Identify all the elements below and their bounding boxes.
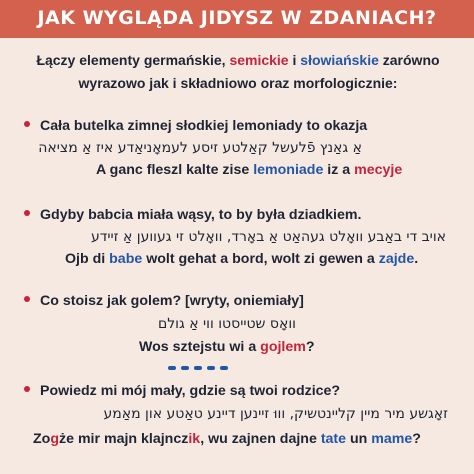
header-banner (0, 0, 474, 38)
intro-paragraph (18, 49, 458, 95)
translit-text: wolt gehat a bord, wolt zi gewen a (142, 251, 379, 267)
translit-highlight-red: mecyje (354, 162, 403, 178)
example-2-yiddish: אויב די באַבע וואָלט געהאַט אַ באָרד, וואָלט זי געווען אַ זיידע (91, 229, 446, 245)
example-1-polish-text: Cała butelka zimnej słodkiej lemoniady to okazja (40, 118, 368, 134)
translit-text: Ojb di (65, 251, 110, 267)
example-4-polish (24, 383, 340, 399)
bullet-icon (24, 386, 30, 392)
translit-text: Zo (33, 431, 51, 447)
bullet-icon (24, 296, 30, 302)
bullet-icon (24, 121, 30, 127)
example-2-polish (24, 207, 361, 223)
example-1-polish (24, 118, 367, 134)
intro-text-1: Łączy elementy germańskie, (36, 52, 230, 68)
intro-text-3: zarówno wyrazowo jak i składniowo oraz morfologicznie: (78, 52, 440, 91)
example-3-translit (139, 339, 315, 355)
translit-text: ? (305, 339, 315, 355)
translit-highlight-blue: zajde (378, 251, 415, 267)
translit-text: Wos sztejstu wi a (139, 339, 261, 355)
example-4-translit (33, 431, 421, 447)
translit-highlight-blue: tate (320, 431, 347, 447)
translit-text: . (414, 251, 419, 267)
translit-text: , wu zajnen dajne (200, 431, 321, 447)
translit-highlight-red: ik (188, 431, 201, 447)
example-3-yiddish: וואָס שטייסטו ווי אַ גולם (157, 316, 296, 332)
decorative-dots (168, 357, 233, 363)
translit-text: ? (412, 431, 421, 447)
translit-highlight-red: gojlem (260, 339, 306, 355)
example-3-polish-text: Co stoisz jak golem? [wryty, oniemiały] (40, 293, 304, 309)
example-1-translit (96, 162, 402, 178)
example-4-yiddish: זאָגשע מיר מיין קליינטשיק, וווּ זיינען דיינע טאַטע און מאַמע (103, 406, 448, 422)
page-title: JAK WYGLĄDA JIDYSZ W ZDANIACH? (37, 7, 437, 29)
translit-highlight-blue: lemoniade (253, 162, 324, 178)
translit-text: un (346, 431, 372, 447)
bullet-icon (24, 210, 30, 216)
example-4-polish-text: Powiedz mi mój mały, gdzie są twoi rodzice? (40, 383, 341, 399)
example-1-yiddish: אַ גאַנץ פֿלעשל קאַלטע זיסע לעמאָניאַדע איז אַ מציאה (38, 140, 362, 156)
translit-highlight-blue: babe (109, 251, 143, 267)
translit-text: iz a (323, 162, 355, 178)
example-2-polish-text: Gdyby babcia miała wąsy, to by była dziadkiem. (40, 207, 362, 223)
intro-slowianskie: słowiańskie (300, 52, 379, 68)
intro-semickie: semickie (229, 52, 289, 68)
translit-highlight-blue: mame (371, 431, 413, 447)
example-3-polish (24, 293, 304, 309)
translit-text: A ganc fleszl kalte zise (96, 162, 254, 178)
example-2-translit (65, 251, 418, 267)
translit-text: że mir majn klajncz (59, 431, 189, 447)
intro-text-2: i (288, 52, 301, 68)
translit-highlight-red: g (50, 431, 60, 447)
